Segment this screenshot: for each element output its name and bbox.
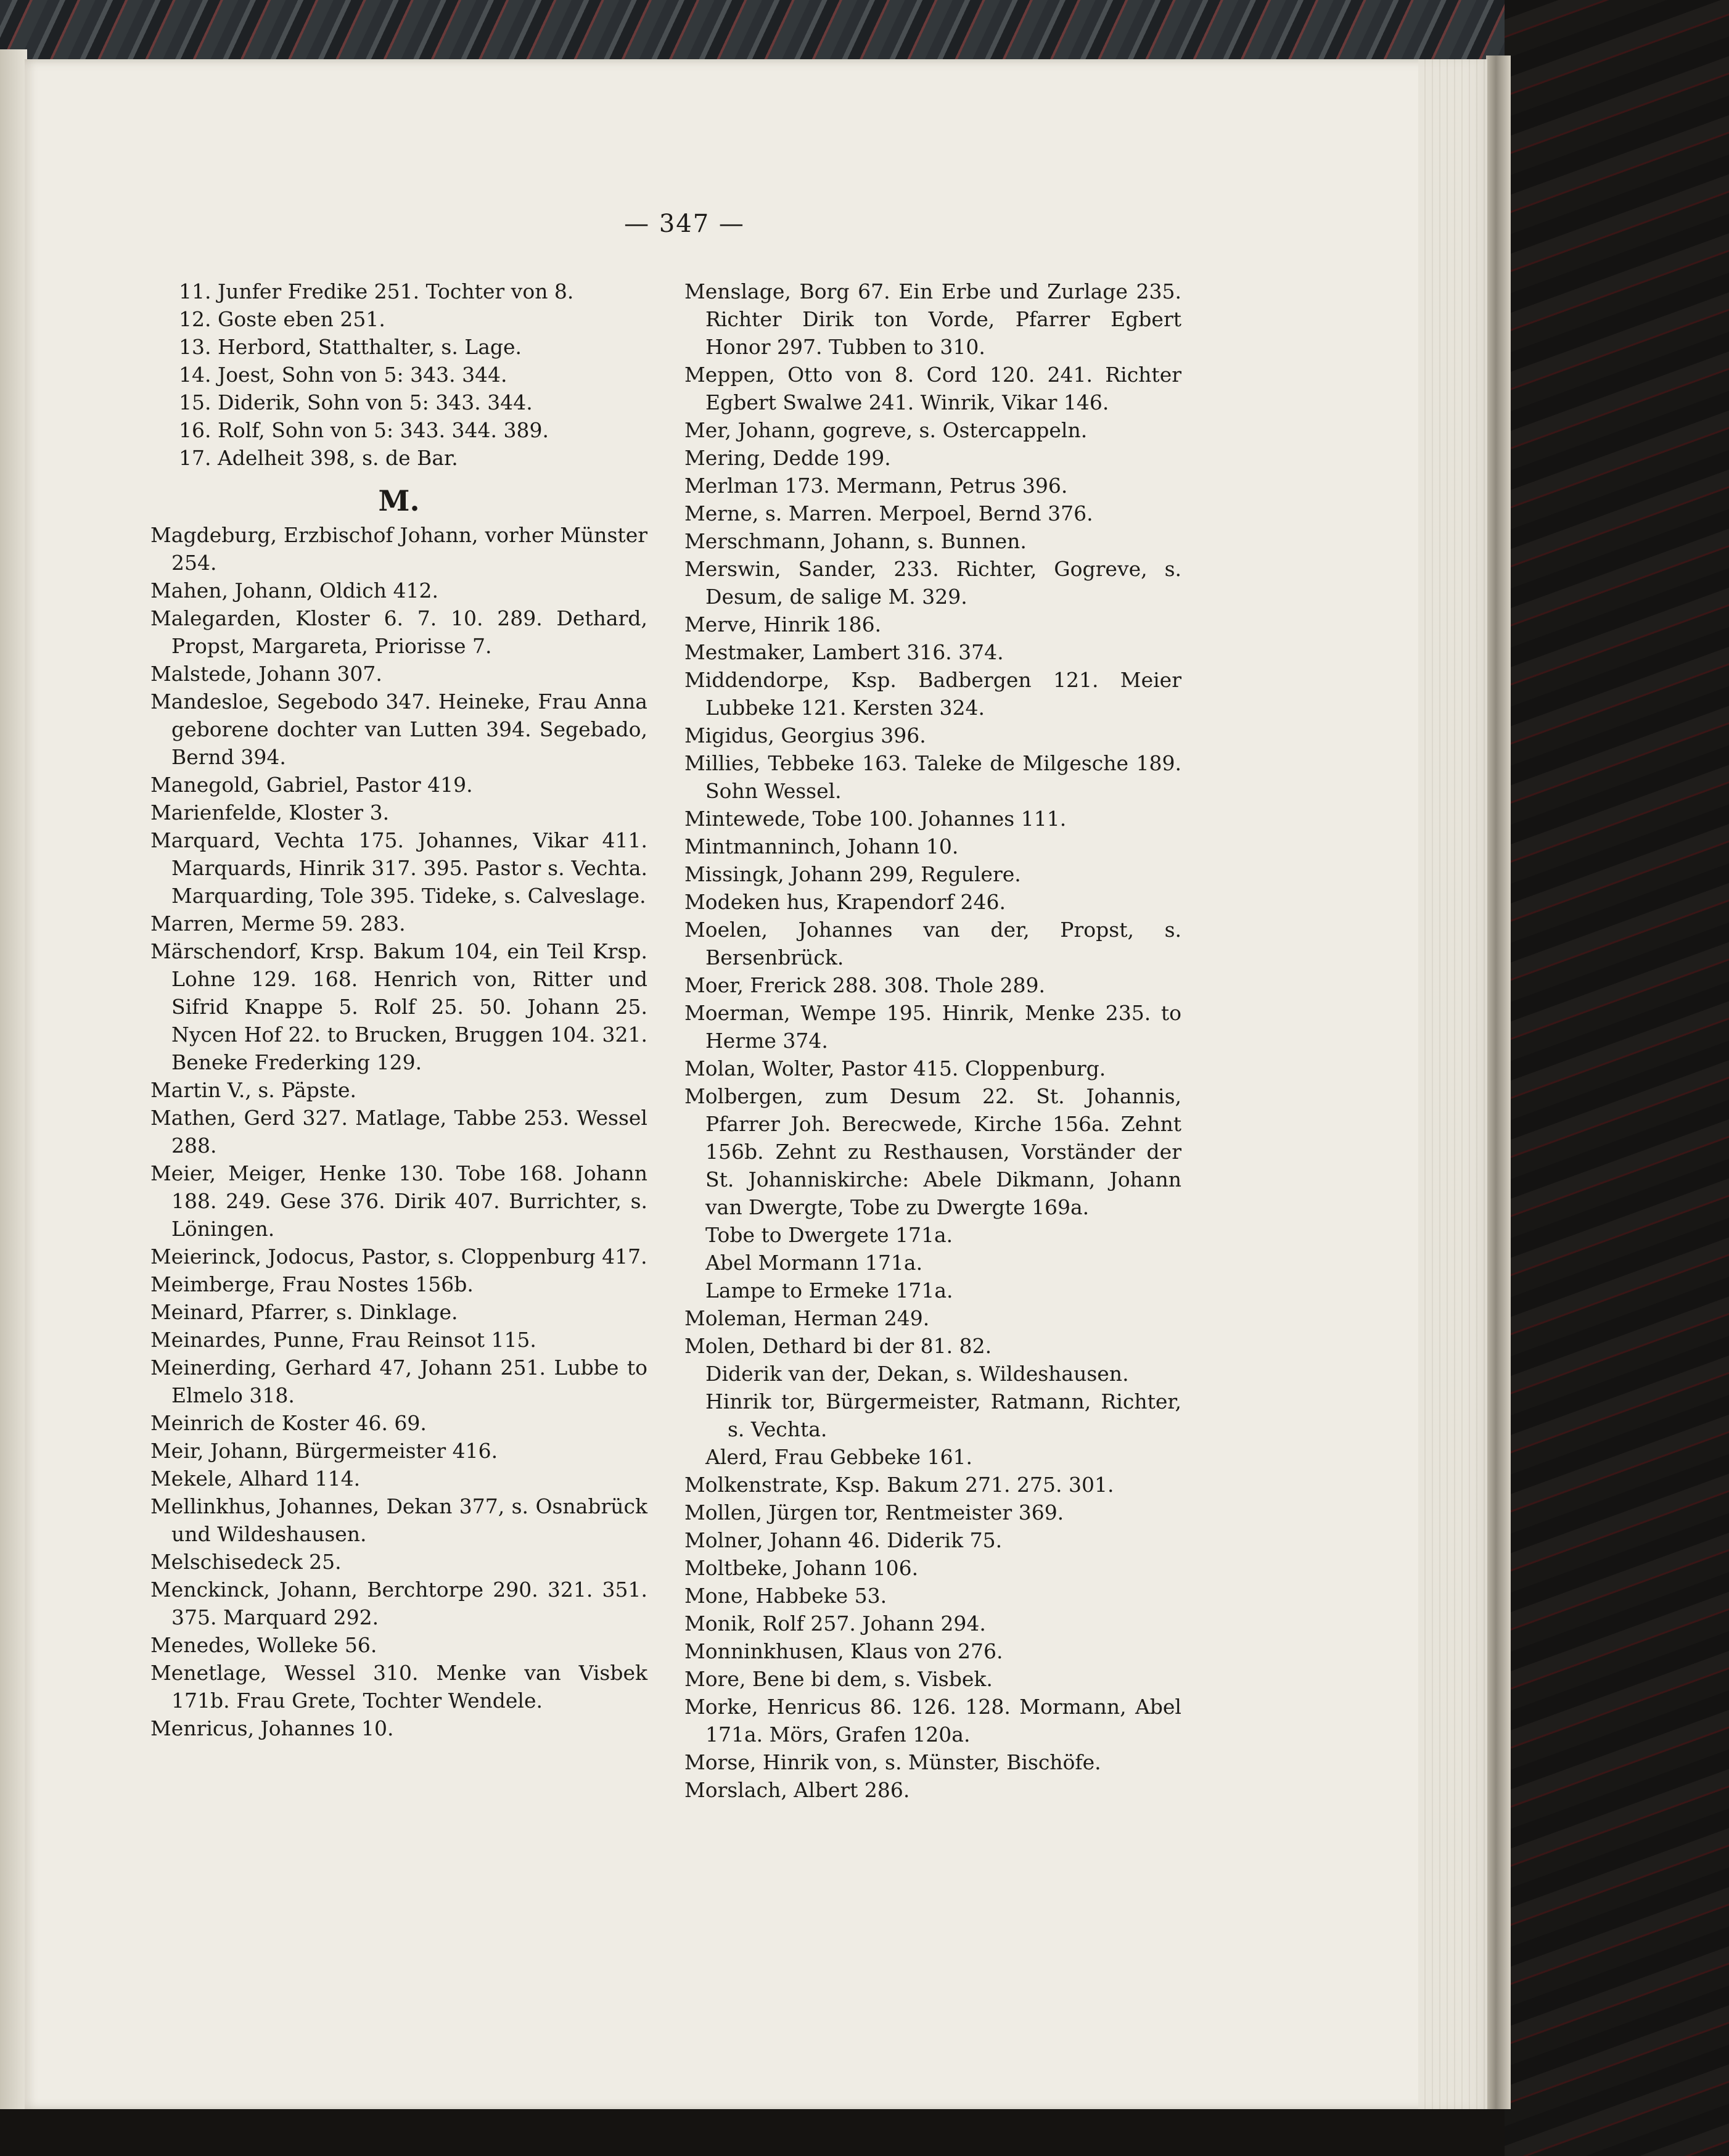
index-entry: Mandesloe, Segebodo 347. Heineke, Frau Anna geborene dochter van Lutten 394. Segebado, Bernd 394. (150, 689, 647, 769)
page-block-edge (1418, 59, 1487, 2110)
index-entry: Mering, Dedde 199. (684, 446, 891, 470)
index-subentry: Tobe to Dwergete 171a. (705, 1223, 953, 1247)
index-entry: Moelen, Johannes van der, Propst, s. Bersenbrück. (684, 918, 1181, 969)
index-entry: Manegold, Gabriel, Pastor 419. (150, 773, 473, 797)
index-entry: Meir, Johann, Bürgermeister 416. (150, 1439, 498, 1463)
index-entry-numbered: 11. Junfer Fredike 251. Tochter von 8. (179, 279, 574, 303)
index-entry: Meier, Meiger, Henke 130. Tobe 168. Johann 188. 249. Gese 376. Dirik 407. Burrichter, s. Löningen. (150, 1161, 647, 1241)
index-entry: Merswin, Sander, 233. Richter, Gogreve, s. Desum, de salige M. 329. (684, 557, 1181, 609)
index-entry: Marquard, Vechta 175. Johannes, Vikar 411. Marquards, Hinrik 317. 395. Pastor s. Vechta. Marquarding, Tole 395. Tideke, s. Calveslage. (150, 828, 647, 908)
index-entry: Moltbeke, Johann 106. (684, 1556, 919, 1580)
index-entry: Merne, s. Marren. Merpoel, Bernd 376. (684, 501, 1093, 525)
index-entry: Menetlage, Wessel 310. Menke van Visbek 171b. Frau Grete, Tochter Wendele. (150, 1661, 647, 1713)
index-entry: Mone, Habbeke 53. (684, 1584, 887, 1608)
bottom-shadow (0, 2109, 1505, 2156)
index-entry: Melschisedeck 25. (150, 1550, 342, 1574)
index-entry: Merlman 173. Mermann, Petrus 396. (684, 474, 1068, 498)
index-entry: Mollen, Jürgen tor, Rentmeister 369. (684, 1500, 1064, 1524)
index-entry-numbered: 17. Adelheit 398, s. de Bar. (179, 446, 458, 470)
index-entry: Millies, Tebbeke 163. Taleke de Milgesche 189. Sohn Wessel. (684, 751, 1181, 803)
index-entry: Morse, Hinrik von, s. Münster, Bischöfe. (684, 1750, 1101, 1774)
index-entry: More, Bene bi dem, s. Visbek. (684, 1667, 993, 1691)
index-subentry: Abel Mormann 171a. (705, 1251, 923, 1275)
page-number: — 347 — (624, 210, 745, 238)
index-entry: Menedes, Wolleke 56. (150, 1633, 377, 1657)
index-entry-numbered: 14. Joest, Sohn von 5: 343. 344. (179, 363, 507, 387)
right-index-column (684, 278, 1181, 1804)
index-entry: Meinardes, Punne, Frau Reinsot 115. (150, 1328, 536, 1352)
index-subentry: Diderik van der, Dekan, s. Wildeshausen. (705, 1362, 1129, 1386)
index-subentry: Hinrik tor, Bürgermeister, Ratmann, Richter, s. Vechta. (705, 1389, 1181, 1441)
index-entry: Mathen, Gerd 327. Matlage, Tabbe 253. Wessel 288. (150, 1106, 647, 1158)
index-entry: Meimberge, Frau Nostes 156b. (150, 1272, 474, 1296)
index-entry: Moer, Frerick 288. 308. Thole 289. (684, 973, 1045, 997)
section-letter-heading: M. (378, 484, 420, 517)
index-entry: Molen, Dethard bi der 81. 82. (684, 1334, 992, 1358)
index-entry: Meierinck, Jodocus, Pastor, s. Cloppenburg 417. (150, 1245, 647, 1269)
index-entry: Moleman, Herman 249. (684, 1306, 930, 1330)
index-entry-numbered: 16. Rolf, Sohn von 5: 343. 344. 389. (179, 418, 549, 442)
index-entry: Merve, Hinrik 186. (684, 612, 882, 636)
index-entry: Mintewede, Tobe 100. Johannes 111. (684, 807, 1067, 831)
index-entry: Merschmann, Johann, s. Bunnen. (684, 529, 1027, 553)
index-entry: Moerman, Wempe 195. Hinrik, Menke 235. to Herme 374. (684, 1001, 1181, 1053)
index-entry: Malstede, Johann 307. (150, 662, 382, 686)
index-entry: Marren, Merme 59. 283. (150, 911, 406, 936)
marbled-binding (0, 0, 1579, 68)
index-entry: Monninkhusen, Klaus von 276. (684, 1639, 1003, 1663)
index-entry: Molan, Wolter, Pastor 415. Cloppenburg. (684, 1056, 1106, 1080)
index-entry: Molbergen, zum Desum 22. St. Johannis, Pfarrer Joh. Berecwede, Kirche 156a. Zehnt 156b. Zehnt zu Resthausen, Vorständer der St. Johanniskirche: Abele Dikmann, Johann van Dwergte, Tobe zu Dwergte 169a. (684, 1084, 1181, 1219)
index-entry: Menckinck, Johann, Berchtorpe 290. 321. 351. 375. Marquard 292. (150, 1578, 647, 1629)
index-entry: Missingk, Johann 299, Regulere. (684, 862, 1021, 886)
index-entry: Migidus, Georgius 396. (684, 723, 926, 747)
index-entry: Molner, Johann 46. Diderik 75. (684, 1528, 1003, 1552)
index-entry: Märschendorf, Krsp. Bakum 104, ein Teil Krsp. Lohne 129. 168. Henrich von, Ritter und Sifrid Knappe 5. Rolf 25. 50. Johann 25. Nycen Hof 22. to Brucken, Bruggen 104. 321. Beneke Frederking 129. (150, 939, 647, 1074)
index-entry: Meppen, Otto von 8. Cord 120. 241. Richter Egbert Swalwe 241. Winrik, Vikar 146. (684, 363, 1181, 414)
index-subentry: Lampe to Ermeke 171a. (705, 1278, 953, 1302)
index-entry: Mahen, Johann, Oldich 412. (150, 578, 438, 603)
index-subentry: Alerd, Frau Gebbeke 161. (705, 1445, 973, 1469)
index-entry: Monik, Rolf 257. Johann 294. (684, 1611, 986, 1636)
index-entry: Menricus, Johannes 10. (150, 1716, 394, 1740)
index-entry: Modeken hus, Krapendorf 246. (684, 890, 1006, 914)
index-entry: Mestmaker, Lambert 316. 374. (684, 640, 1004, 664)
book-cover-right (1505, 0, 1729, 2156)
index-entry-numbered: 13. Herbord, Statthalter, s. Lage. (179, 335, 522, 359)
index-entry: Mer, Johann, gogreve, s. Ostercappeln. (684, 418, 1088, 442)
index-entry: Mintmanninch, Johann 10. (684, 834, 959, 858)
index-entry: Martin V., s. Päpste. (150, 1078, 356, 1102)
index-entry: Meinrich de Koster 46. 69. (150, 1411, 427, 1435)
index-entry: Meinerding, Gerhard 47, Johann 251. Lubbe to Elmelo 318. (150, 1356, 647, 1407)
index-entry: Meinard, Pfarrer, s. Dinklage. (150, 1300, 458, 1324)
facing-page-edge (0, 49, 27, 2109)
index-entry: Morslach, Albert 286. (684, 1778, 910, 1802)
board-edge (1486, 56, 1511, 2109)
index-entry: Magdeburg, Erzbischof Johann, vorher Münster 254. (150, 523, 647, 575)
index-entry-numbered: 15. Diderik, Sohn von 5: 343. 344. (179, 390, 533, 414)
index-entry: Molkenstrate, Ksp. Bakum 271. 275. 301. (684, 1473, 1114, 1497)
index-entry: Malegarden, Kloster 6. 7. 10. 289. Dethard, Propst, Margareta, Priorisse 7. (150, 606, 647, 658)
index-entry-numbered: 12. Goste eben 251. (179, 307, 385, 331)
index-entry: Mekele, Alhard 114. (150, 1467, 361, 1491)
index-entry: Marienfelde, Kloster 3. (150, 800, 390, 825)
index-entry: Mellinkhus, Johannes, Dekan 377, s. Osnabrück und Wildeshausen. (150, 1494, 647, 1546)
index-entry: Morke, Henricus 86. 126. 128. Mormann, Abel 171a. Mörs, Grafen 120a. (684, 1695, 1181, 1747)
index-entry: Menslage, Borg 67. Ein Erbe und Zurlage 235. Richter Dirik ton Vorde, Pfarrer Egbert Honor 297. Tubben to 310. (684, 279, 1181, 359)
index-entry: Middendorpe, Ksp. Badbergen 121. Meier Lubbeke 121. Kersten 324. (684, 668, 1181, 720)
left-index-column (150, 278, 647, 1742)
